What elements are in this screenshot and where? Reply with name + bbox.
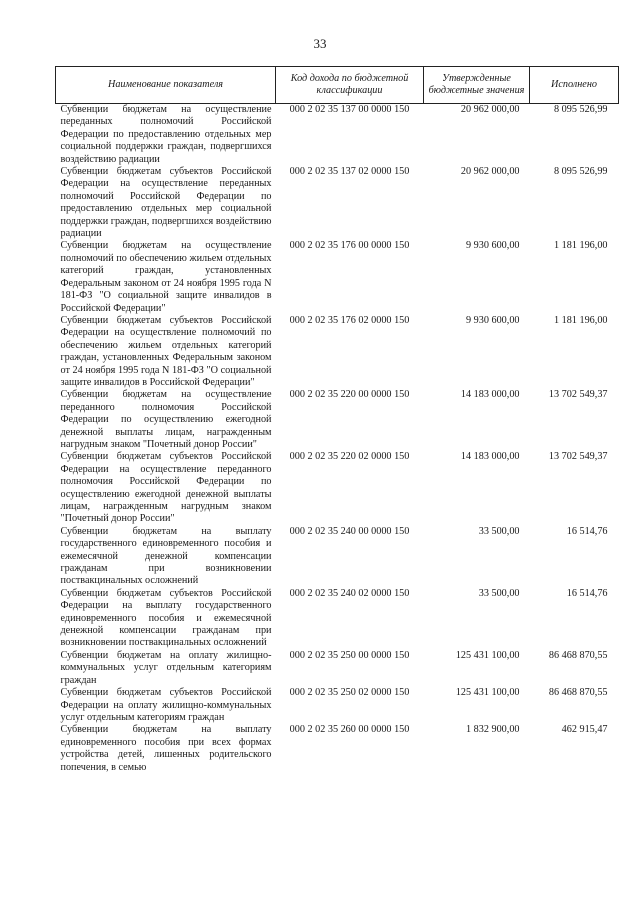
table-row (56, 389, 619, 451)
row-executed-value: 462 915,47 (561, 724, 608, 736)
row-indicator-name: Субвенции бюджетам на осуществление переданных полномочий Российской Федерации по предоставлению отдельных мер социальной поддержки граждан, подвергшихся воздействию радиации (60, 104, 272, 165)
row-income-code: 000 2 02 35 250 00 0000 150 (289, 649, 410, 661)
row-income-code: 000 2 02 35 220 02 0000 150 (289, 451, 410, 463)
header-income-code: Код дохода по бюджетной классификации (276, 67, 424, 104)
table-row (56, 687, 619, 724)
row-approved-value: 20 962 000,00 (460, 104, 520, 115)
row-indicator-name: Субвенции бюджетам субъектов Российской Федерации на осуществление переданных полномочий Российской Федерации по предоставлению отдельных мер социальной поддержки граждан, подвергшихся воздействию радиации (60, 166, 272, 240)
page-number: 33 (313, 36, 327, 51)
row-approved-value: 125 431 100,00 (455, 649, 520, 661)
table-row (56, 588, 619, 650)
table-row (56, 166, 619, 240)
row-approved-value: 33 500,00 (478, 587, 520, 599)
row-executed-value: 13 702 549,37 (548, 389, 608, 401)
row-executed-value: 1 181 196,00 (554, 240, 608, 252)
row-indicator-name: Субвенции бюджетам на оплату жилищно-коммунальных услуг отдельным категориям граждан (60, 649, 272, 686)
row-indicator-name: Субвенции бюджетам на осуществление переданного полномочия Российской Федерации по осуществлению ежегодной денежной выплаты лицам, награжденным нагрудным знаком "Почетный донор России" (60, 389, 272, 450)
row-income-code: 000 2 02 35 240 02 0000 150 (289, 587, 410, 599)
row-indicator-name: Субвенции бюджетам субъектов Российской Федерации на осуществление переданного полномочия Российской Федерации по осуществлению ежегодной денежной выплаты лицам, награжденным нагрудным знаком "Почетный донор России" (60, 451, 272, 525)
table-row (56, 526, 619, 588)
table-row (56, 104, 619, 167)
row-income-code: 000 2 02 35 240 00 0000 150 (289, 525, 410, 537)
table-row (56, 451, 619, 525)
row-income-code: 000 2 02 35 250 02 0000 150 (289, 687, 410, 699)
row-indicator-name: Субвенции бюджетам на выплату единовременного пособия при всех формах устройства детей, лишенных родительского попечения, в семью (60, 724, 272, 773)
row-income-code: 000 2 02 35 176 00 0000 150 (289, 240, 410, 252)
table-header-row (56, 67, 619, 104)
table-row (56, 240, 619, 314)
budget-execution-table (55, 66, 619, 774)
row-indicator-name: Субвенции бюджетам субъектов Российской Федерации на оплату жилищно-коммунальных услуг отдельным категориям граждан (60, 687, 272, 723)
row-executed-value: 1 181 196,00 (554, 314, 608, 326)
row-executed-value: 8 095 526,99 (554, 104, 608, 115)
table-row (56, 650, 619, 687)
header-indicator-name: Наименование показателя (56, 67, 276, 104)
row-executed-value: 86 468 870,55 (548, 687, 608, 699)
row-executed-value: 13 702 549,37 (548, 451, 608, 463)
row-approved-value: 1 832 900,00 (466, 724, 520, 736)
row-indicator-name: Субвенции бюджетам на осуществление полномочий по обеспечению жильем отдельных категорий граждан, установленных Федеральным законом от 24 ноября 1995 года N 181-ФЗ "О социальной защите инвалидов в Российской Федерации" (60, 240, 272, 314)
row-executed-value: 8 095 526,99 (554, 166, 608, 178)
row-approved-value: 9 930 600,00 (466, 240, 520, 252)
row-approved-value: 9 930 600,00 (466, 314, 520, 326)
table-row (56, 315, 619, 389)
row-income-code: 000 2 02 35 220 00 0000 150 (289, 389, 410, 401)
row-executed-value: 86 468 870,55 (548, 649, 608, 661)
row-income-code: 000 2 02 35 176 02 0000 150 (289, 314, 410, 326)
row-executed-value: 16 514,76 (566, 525, 608, 537)
row-approved-value: 20 962 000,00 (460, 166, 520, 178)
row-executed-value: 16 514,76 (566, 587, 608, 599)
row-indicator-name: Субвенции бюджетам субъектов Российской Федерации на выплату государственного единовременного пособия и ежемесячной денежной компенсации гражданам при возникновении поствакцинальных осложнений (60, 587, 272, 649)
row-indicator-name: Субвенции бюджетам на выплату государственного единовременного пособия и ежемесячной денежной компенсации гражданам при возникновении поствакцинальных осложнений (60, 525, 272, 587)
row-approved-value: 14 183 000,00 (460, 451, 520, 463)
header-executed: Исполнено (530, 67, 619, 104)
row-income-code: 000 2 02 35 137 00 0000 150 (289, 104, 410, 115)
row-indicator-name: Субвенции бюджетам субъектов Российской Федерации на осуществление полномочий по обеспечению жильем отдельных категорий граждан, установленных Федеральным законом от 24 ноября 1995 года N 181-ФЗ "О социальной защите инвалидов в Российской Федерации" (60, 314, 272, 388)
row-approved-value: 33 500,00 (478, 525, 520, 537)
row-income-code: 000 2 02 35 260 00 0000 150 (289, 724, 410, 736)
row-income-code: 000 2 02 35 137 02 0000 150 (289, 166, 410, 178)
row-approved-value: 14 183 000,00 (460, 389, 520, 401)
table-row (56, 724, 619, 774)
row-approved-value: 125 431 100,00 (455, 687, 520, 699)
header-approved-values: Утвержденные бюджетные значения (424, 67, 530, 104)
